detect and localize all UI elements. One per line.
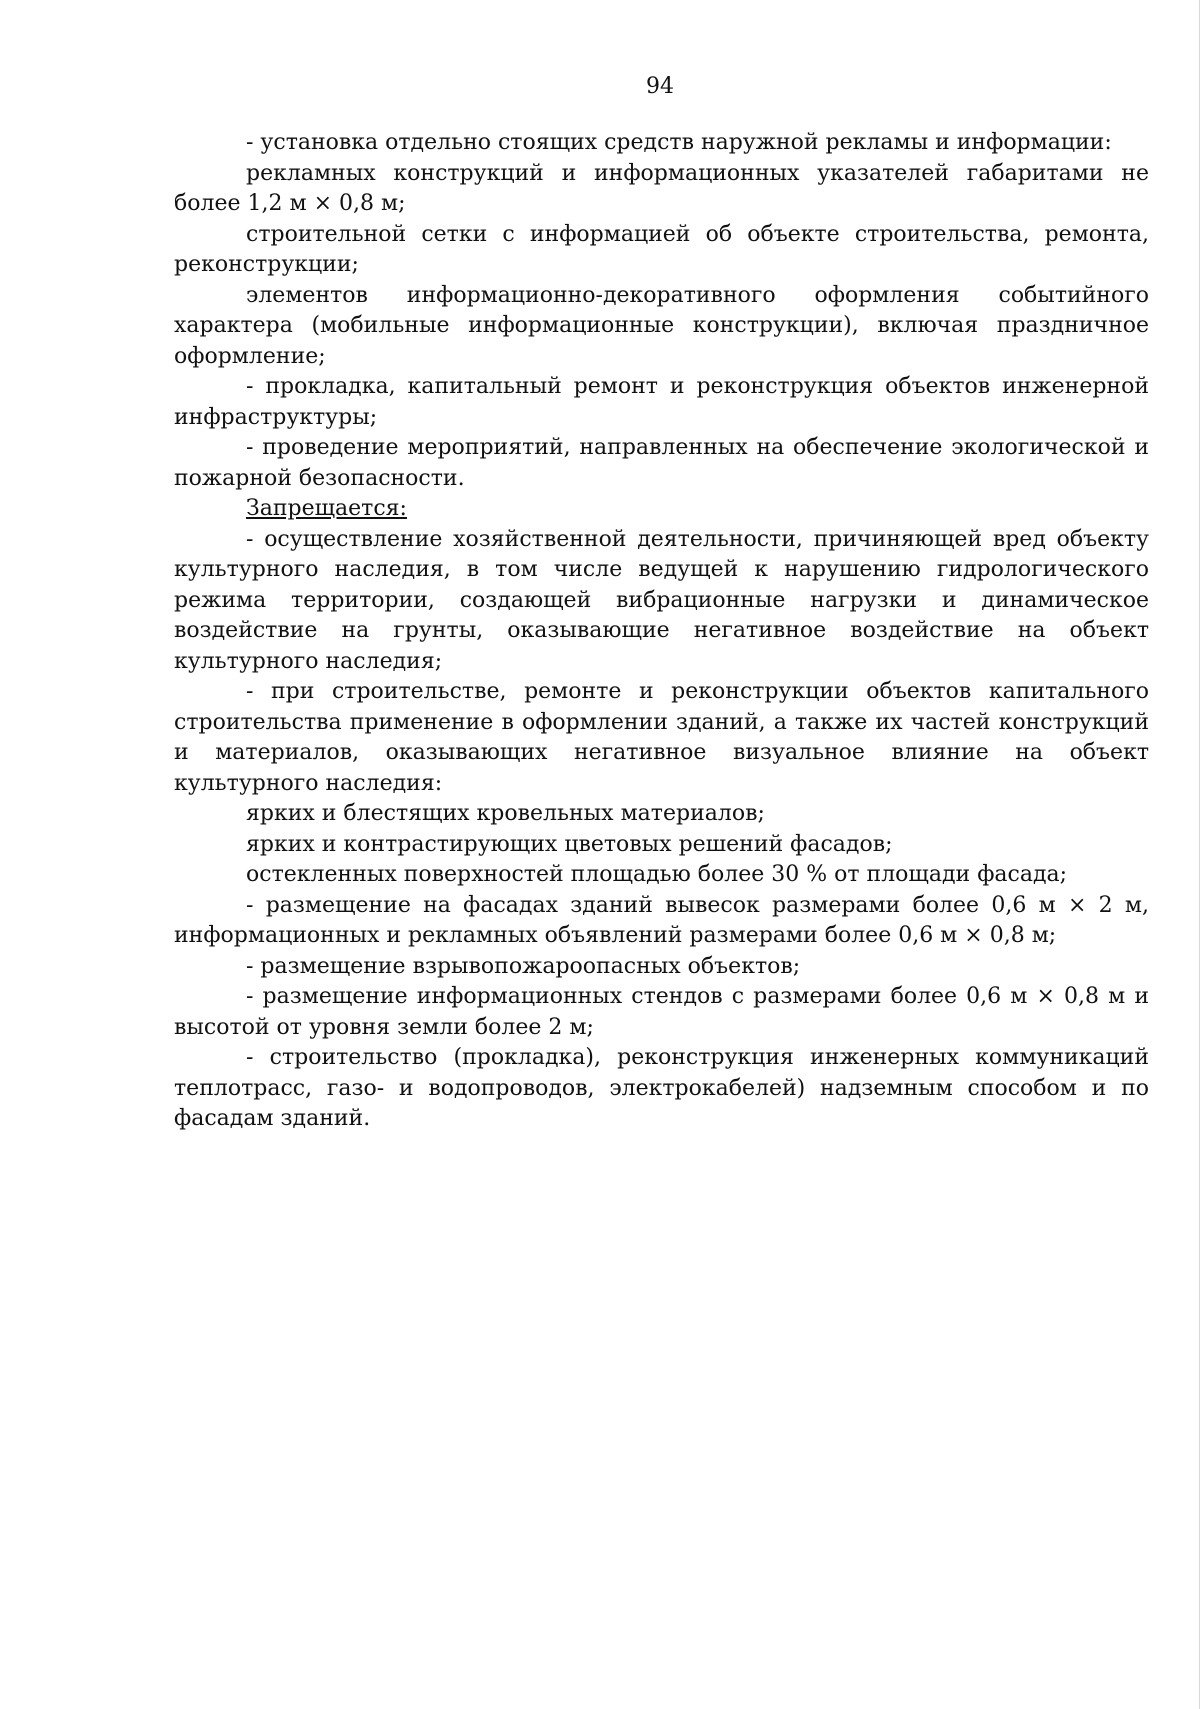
paragraph-facade-signs: - размещение на фасадах зданий вывесок размерами более 0,6 м × 2 м, информационных и рекламных объявлений размерами более 0,6 м × 0,8 м; <box>174 892 1149 948</box>
paragraph-economic-activity: - осуществление хозяйственной деятельности, причиняющей вред объекту культурного наследия, в том числе ведущей к нарушению гидрологического режима территории, создающей вибрационные нагрузки и динамическое воздействие на грунты, оказывающие негативное воздействие на объект культурного наследия; <box>174 526 1149 674</box>
document-body <box>174 128 1149 1135</box>
paragraph-safety-measures: - проведение мероприятий, направленных на обеспечение экологической и пожарной безопасности. <box>174 435 1149 491</box>
paragraph-facade-colors: ярких и контрастирующих цветовых решений фасадов; <box>246 831 893 857</box>
section-heading-prohibited <box>174 494 1149 525</box>
paragraph-aboveground-utilities: - строительство (прокладка), реконструкция инженерных коммуникаций теплотрасс, газо- и водопроводов, электрокабелей) надземным способом и по фасадам зданий. <box>174 1045 1149 1131</box>
paragraph-glazed-surfaces: остекленных поверхностей площадью более 30 % от площади фасада; <box>246 862 1068 887</box>
paragraph-explosive-objects: - размещение взрывопожароопасных объектов; <box>246 953 801 979</box>
prohibited-heading-text: Запрещается: <box>246 496 407 521</box>
paragraph-outdoor-advertising: - установка отдельно стоящих средств наружной рекламы и информации: <box>246 130 1112 155</box>
paragraph-engineering-infrastructure: - прокладка, капитальный ремонт и реконструкция объектов инженерной инфраструктуры; <box>174 374 1149 430</box>
paragraph-decorative-elements: элементов информационно-декоративного оформления событийного характера (мобильные информационные конструкции), включая праздничное оформление; <box>174 282 1149 369</box>
paragraph-construction-materials: - при строительстве, ремонте и реконструкции объектов капитального строительства применение в оформлении зданий, а также их частей конструкций и материалов, оказывающих негативное визуальное влияние на объект культурного наследия: <box>174 679 1149 796</box>
paragraph-information-stands: - размещение информационных стендов с размерами более 0,6 м × 0,8 м и высотой от уровня земли более 2 м; <box>174 984 1149 1040</box>
paragraph-construction-mesh: строительной сетки с информацией об объекте строительства, ремонта, реконструкции; <box>174 221 1149 277</box>
paragraph-roofing-materials: ярких и блестящих кровельных материалов; <box>246 801 765 826</box>
page-number: 94 <box>646 74 674 99</box>
paragraph-advertising-structures: рекламных конструкций и информационных указателей габаритами не более 1,2 м × 0,8 м; <box>174 160 1149 216</box>
